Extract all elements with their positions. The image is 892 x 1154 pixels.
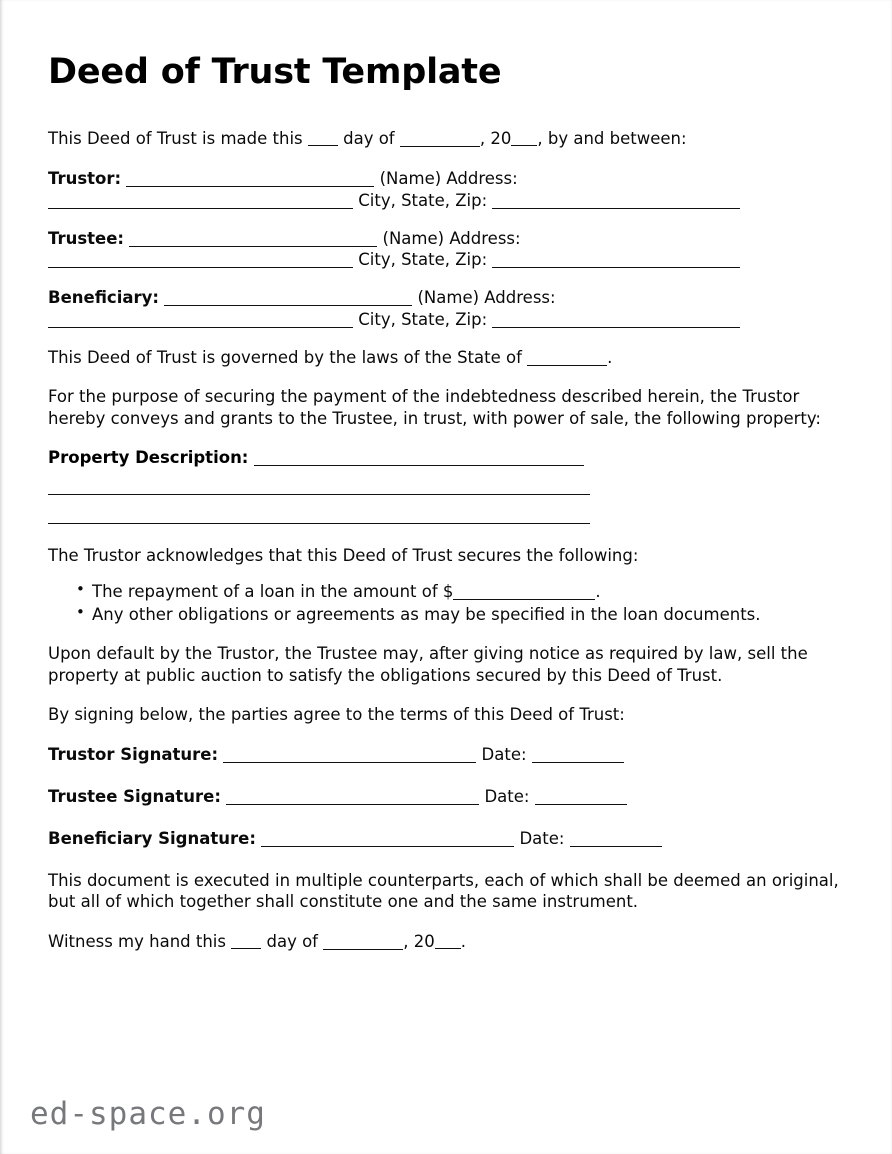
trustee-address-line bbox=[48, 249, 844, 271]
bullet-1-before: The repayment of a loan in the amount of $ bbox=[92, 582, 454, 602]
blank-day-rule bbox=[308, 145, 338, 146]
intro-paragraph bbox=[48, 128, 844, 150]
list-item bbox=[76, 581, 844, 602]
intro-text-part4: , by and between: bbox=[537, 129, 687, 149]
blank-year-rule bbox=[511, 145, 537, 146]
property-description-line-2 bbox=[48, 477, 844, 497]
beneficiary-signature-rule bbox=[261, 846, 514, 847]
page-title: Deed of Trust Template bbox=[48, 52, 502, 92]
signature-row-trustee bbox=[48, 786, 844, 808]
trustee-address-rule bbox=[48, 267, 353, 268]
party-block-trustor bbox=[48, 168, 844, 212]
property-description-label-line bbox=[48, 448, 844, 468]
governing-law-after: . bbox=[607, 347, 613, 367]
trustee-signature-label: Trustee Signature: bbox=[48, 787, 221, 806]
trustor-address-suffix: City, State, Zip: bbox=[358, 190, 488, 210]
witness-month-rule bbox=[323, 949, 403, 950]
trustee-name-suffix: (Name) Address: bbox=[382, 228, 521, 248]
beneficiary-signature-label: Beneficiary Signature: bbox=[48, 828, 256, 848]
trustor-name-suffix: (Name) Address: bbox=[379, 169, 518, 189]
signature-row-beneficiary bbox=[48, 828, 844, 850]
intro-text-part2: day of bbox=[337, 129, 400, 149]
loan-amount-rule bbox=[453, 599, 595, 600]
trustee-zip-rule bbox=[492, 267, 740, 268]
beneficiary-address-suffix: City, State, Zip: bbox=[358, 309, 488, 329]
beneficiary-date-label: Date: bbox=[519, 828, 565, 848]
trustor-signature-rule bbox=[223, 762, 476, 763]
document-content bbox=[48, 52, 844, 971]
trustee-name-rule bbox=[129, 246, 377, 247]
bullet-1-after: . bbox=[595, 582, 601, 602]
witness-year-rule bbox=[435, 948, 461, 949]
property-description-section bbox=[48, 448, 844, 525]
witness-part4: . bbox=[460, 932, 466, 952]
party-block-beneficiary bbox=[48, 287, 844, 331]
trustor-date-rule bbox=[532, 762, 624, 763]
trustee-signature-rule bbox=[226, 804, 479, 805]
beneficiary-date-rule bbox=[570, 846, 662, 847]
beneficiary-zip-rule bbox=[492, 327, 740, 328]
property-description-line-3 bbox=[48, 506, 844, 526]
governing-law-before: This Deed of Trust is governed by the laws of the State of bbox=[48, 347, 528, 367]
purpose-paragraph: For the purpose of securing the payment of the indebtedness described herein, the Trustor hereby conveys and grants to the Trustee, in trust, with power of sale, the following property: bbox=[48, 387, 821, 429]
property-description-rule-2 bbox=[48, 494, 590, 495]
list-item bbox=[76, 604, 844, 625]
property-description-rule-3 bbox=[48, 523, 590, 524]
trustor-name-rule bbox=[126, 186, 374, 187]
witness-part3: , 20 bbox=[403, 932, 435, 952]
property-description-rule-1 bbox=[254, 465, 584, 466]
trustee-address-suffix: City, State, Zip: bbox=[358, 250, 488, 270]
trustor-date-label: Date: bbox=[481, 745, 527, 765]
footer-watermark: ed-space.org bbox=[30, 1096, 266, 1132]
witness-day-rule bbox=[231, 948, 261, 949]
trustor-zip-rule bbox=[492, 208, 740, 209]
state-blank-rule bbox=[527, 365, 607, 366]
trustor-address-rule bbox=[48, 208, 353, 209]
beneficiary-address-rule bbox=[48, 327, 353, 328]
bullet-2-text: Any other obligations or agreements as may be specified in the loan documents. bbox=[92, 604, 761, 624]
trustor-label: Trustor: bbox=[48, 169, 122, 189]
trustee-date-label: Date: bbox=[484, 787, 530, 806]
blank-month-rule bbox=[400, 146, 480, 147]
intro-text-part1: This Deed of Trust is made this bbox=[48, 129, 308, 149]
trustor-address-line bbox=[48, 190, 844, 212]
beneficiary-label: Beneficiary: bbox=[48, 288, 159, 308]
witness-paragraph bbox=[48, 931, 844, 953]
acknowledgement-intro: The Trustor acknowledges that this Deed of Trust secures the following: bbox=[48, 546, 639, 566]
default-paragraph: Upon default by the Trustor, the Trustee may, after giving notice as required by law, sell the property at public auction to satisfy the obligations secured by this Deed of Trust. bbox=[48, 643, 808, 685]
signing-intro-paragraph: By signing below, the parties agree to the terms of this Deed of Trust: bbox=[48, 705, 625, 725]
intro-text-part3: , 20 bbox=[479, 129, 512, 149]
witness-part2: day of bbox=[261, 932, 324, 952]
witness-part1: Witness my hand this bbox=[48, 932, 232, 952]
party-block-trustee bbox=[48, 228, 844, 272]
property-description-label: Property Description: bbox=[48, 447, 249, 467]
trustor-signature-label: Trustor Signature: bbox=[48, 745, 219, 765]
counterparts-paragraph: This document is executed in multiple counterparts, each of which shall be deemed an original, but all of which together shall constitute one and the same instrument. bbox=[48, 870, 839, 912]
trustee-date-rule bbox=[535, 804, 627, 805]
beneficiary-name-rule bbox=[164, 305, 412, 306]
secured-obligations-list bbox=[48, 581, 844, 625]
governing-law-paragraph bbox=[48, 347, 844, 369]
beneficiary-address-line bbox=[48, 309, 844, 331]
signature-row-trustor bbox=[48, 744, 844, 766]
beneficiary-name-suffix: (Name) Address: bbox=[417, 288, 556, 308]
trustee-label: Trustee: bbox=[48, 228, 125, 248]
